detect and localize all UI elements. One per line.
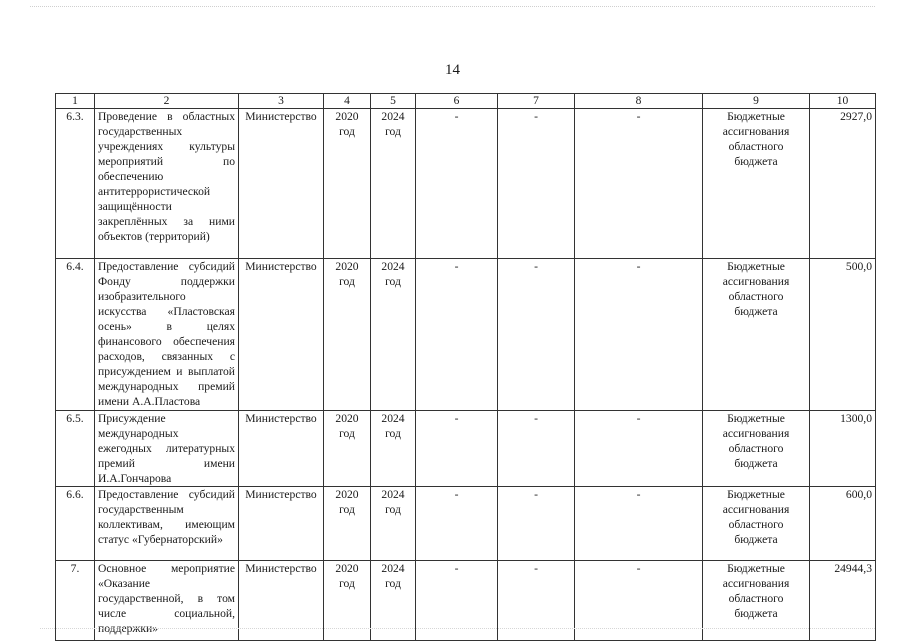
row-number: 6.4. bbox=[56, 259, 95, 411]
table-row bbox=[56, 109, 876, 259]
amount: 1300,0 bbox=[810, 411, 876, 487]
column-header: 6 bbox=[416, 94, 498, 109]
cell-col6: - bbox=[416, 561, 498, 641]
cell-col8: - bbox=[575, 487, 703, 561]
activity-name: Предоставление субсидий Фонду поддержки изобразительного искусства «Пластовская осень» в целях финансового обеспечения расходов, связанных с присуждением и выплатой международных премий имени А.А.Пластова bbox=[95, 259, 239, 411]
executor: Министерство bbox=[239, 561, 324, 641]
cell-col7: - bbox=[498, 561, 575, 641]
start-year: 2020 год bbox=[324, 411, 371, 487]
executor: Министерство bbox=[239, 411, 324, 487]
activity-name: Основное мероприятие «Оказание государственной, в том числе социальной, поддержки» bbox=[95, 561, 239, 641]
end-year: 2024 год bbox=[371, 411, 416, 487]
executor: Министерство bbox=[239, 259, 324, 411]
executor: Министерство bbox=[239, 109, 324, 259]
cell-col6: - bbox=[416, 411, 498, 487]
amount: 500,0 bbox=[810, 259, 876, 411]
column-header: 8 bbox=[575, 94, 703, 109]
column-header: 7 bbox=[498, 94, 575, 109]
amount: 2927,0 bbox=[810, 109, 876, 259]
executor: Министерство bbox=[239, 487, 324, 561]
row-number: 6.5. bbox=[56, 411, 95, 487]
scan-edge-bottom bbox=[40, 628, 875, 631]
table-row bbox=[56, 487, 876, 561]
activity-name: Проведение в областных государственных учреждениях культуры мероприятий по обеспечению антитеррористической защищённости закреплённых за ними объектов (территорий) bbox=[95, 109, 239, 259]
amount: 24944,3 bbox=[810, 561, 876, 641]
column-header: 2 bbox=[95, 94, 239, 109]
cell-col8: - bbox=[575, 109, 703, 259]
table-row bbox=[56, 259, 876, 411]
end-year: 2024 год bbox=[371, 561, 416, 641]
cell-col8: - bbox=[575, 561, 703, 641]
end-year: 2024 год bbox=[371, 487, 416, 561]
column-number-row bbox=[56, 94, 876, 109]
cell-col6: - bbox=[416, 109, 498, 259]
row-number: 7. bbox=[56, 561, 95, 641]
funding-source: Бюджетные ассигнования областного бюджета bbox=[703, 259, 810, 411]
end-year: 2024 год bbox=[371, 259, 416, 411]
program-table bbox=[55, 93, 876, 641]
activity-name: Предоставление субсидий государственным коллективам, имеющим статус «Губернаторский» bbox=[95, 487, 239, 561]
cell-col6: - bbox=[416, 259, 498, 411]
column-header: 1 bbox=[56, 94, 95, 109]
column-header: 3 bbox=[239, 94, 324, 109]
column-header: 9 bbox=[703, 94, 810, 109]
start-year: 2020 год bbox=[324, 109, 371, 259]
end-year: 2024 год bbox=[371, 109, 416, 259]
cell-col7: - bbox=[498, 411, 575, 487]
funding-source: Бюджетные ассигнования областного бюджета bbox=[703, 411, 810, 487]
column-header: 5 bbox=[371, 94, 416, 109]
start-year: 2020 год bbox=[324, 561, 371, 641]
funding-source: Бюджетные ассигнования областного бюджета bbox=[703, 487, 810, 561]
column-header: 10 bbox=[810, 94, 876, 109]
start-year: 2020 год bbox=[324, 487, 371, 561]
table-row bbox=[56, 411, 876, 487]
scan-edge-top bbox=[30, 6, 875, 9]
cell-col7: - bbox=[498, 487, 575, 561]
page-number: 14 bbox=[445, 62, 460, 78]
start-year: 2020 год bbox=[324, 259, 371, 411]
cell-col7: - bbox=[498, 259, 575, 411]
funding-source: Бюджетные ассигнования областного бюджета bbox=[703, 561, 810, 641]
cell-col7: - bbox=[498, 109, 575, 259]
row-number: 6.3. bbox=[56, 109, 95, 259]
row-number: 6.6. bbox=[56, 487, 95, 561]
amount: 600,0 bbox=[810, 487, 876, 561]
funding-source: Бюджетные ассигнования областного бюджета bbox=[703, 109, 810, 259]
cell-col6: - bbox=[416, 487, 498, 561]
activity-name: Присуждение международных ежегодных литературных премий имени И.А.Гончарова bbox=[95, 411, 239, 487]
cell-col8: - bbox=[575, 411, 703, 487]
column-header: 4 bbox=[324, 94, 371, 109]
cell-col8: - bbox=[575, 259, 703, 411]
